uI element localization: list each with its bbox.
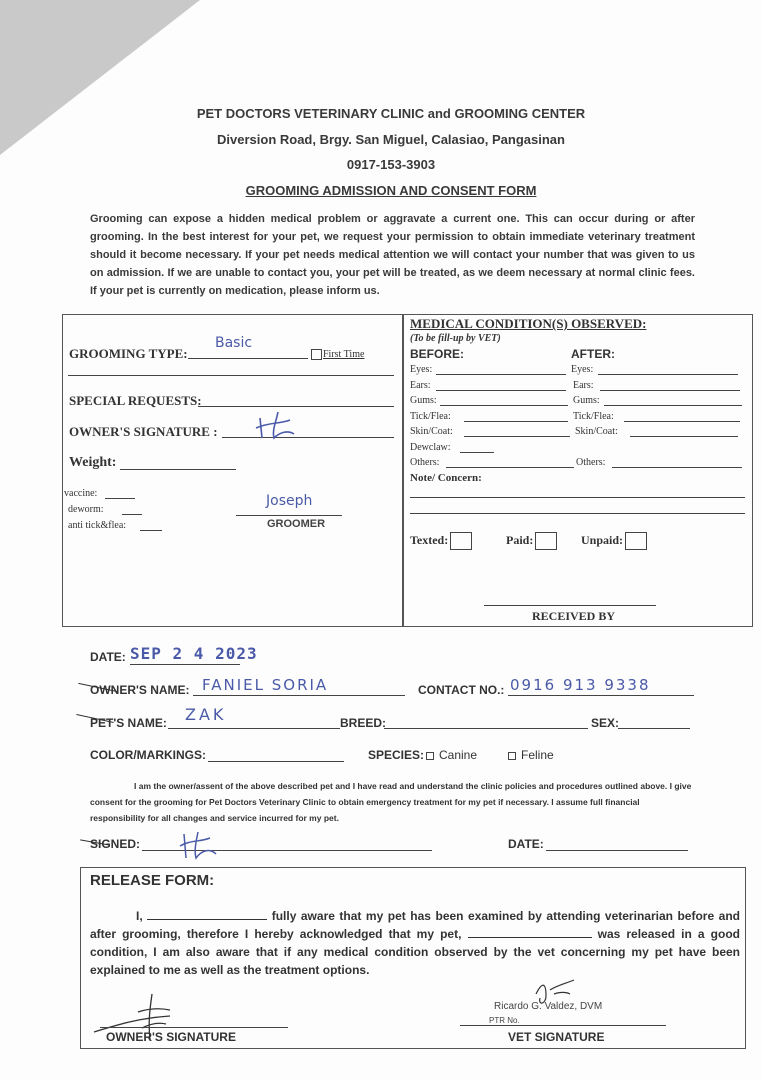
medical-title: MEDICAL CONDITION(S) OBSERVED: <box>410 316 647 331</box>
after-ears-line <box>600 390 740 391</box>
vet-stamp: Ricardo G. Valdez, DVM <box>494 1001 603 1012</box>
before-eyes-line <box>436 374 566 375</box>
grooming-type-value[interactable]: Basic <box>215 335 253 351</box>
signed-date-label: DATE: <box>508 837 544 851</box>
ptr-label: PTR No. <box>489 1016 520 1025</box>
groomer-label: GROOMER <box>267 518 326 530</box>
date-line <box>130 664 240 665</box>
first-time-checkbox[interactable] <box>311 349 364 360</box>
owner-signature-scribble <box>250 408 300 444</box>
before-tick: Tick/Flea: <box>410 411 451 422</box>
after-eyes: Eyes: <box>571 364 594 375</box>
antitick-label: anti tick&flea: <box>68 520 127 531</box>
owner-signature-label: OWNER'S SIGNATURE : <box>69 424 218 439</box>
release-owner-signature-label: OWNER'S SIGNATURE <box>106 1030 236 1044</box>
clinic-phone: 0917-153-3903 <box>346 157 436 172</box>
date-stamp-value[interactable]: SEP 2 4 2023 <box>130 644 258 663</box>
note-label: Note/ Concern: <box>410 472 482 484</box>
sex-line <box>618 728 690 729</box>
owner-name-label: OWNER'S NAME: <box>90 683 190 697</box>
feline-label: Feline <box>521 748 554 762</box>
before-skin-line <box>464 436 570 437</box>
before-label: BEFORE: <box>410 347 464 361</box>
vet-signature-scribble <box>530 978 578 1008</box>
first-time-label: First Time <box>323 349 365 360</box>
signed-scribble <box>176 828 220 862</box>
owner-signature-line <box>222 437 394 438</box>
species-feline-option[interactable] <box>508 748 554 762</box>
paid-label: Paid: <box>506 532 534 547</box>
clinic-name: PET DOCTORS VETERINARY CLINIC and GROOMING CENTER <box>196 106 586 121</box>
before-tick-line <box>464 421 568 422</box>
release-pet-name-blank[interactable] <box>468 925 592 938</box>
release-text-2: fully aware that my pet has been examined by attending veterinarian before and after grooming, therefore I hereby acknowledged that my pet, <box>90 909 740 941</box>
texted-checkbox[interactable] <box>450 532 472 550</box>
release-title: RELEASE FORM: <box>90 872 215 889</box>
breed-label: BREED: <box>340 716 387 730</box>
special-requests-line <box>198 406 394 407</box>
received-by-label: RECEIVED BY <box>532 609 616 623</box>
canine-label: Canine <box>439 748 478 762</box>
pet-name-line <box>168 728 340 729</box>
consent-paragraph: I am the owner/assent of the above described pet and I have read and understand the clinic policies and procedures outlined above. I give consent for the grooming for Pet Doctors Veterinary Clinic to obtain emergency treatment for my pet if necessary. I assume full financial responsibility for all changes and service incurred for my pet. <box>90 781 692 823</box>
contact-label: CONTACT NO.: <box>418 683 505 697</box>
before-dewclaw: Dewclaw: <box>410 442 451 453</box>
color-label: COLOR/MARKINGS: <box>90 748 206 762</box>
contact-line <box>508 695 694 696</box>
before-others-line <box>446 467 574 468</box>
pet-name-value[interactable]: ZAK <box>185 705 227 724</box>
deworm-line <box>122 514 142 515</box>
grooming-type-label: GROOMING TYPE: <box>69 346 188 361</box>
before-ears-line <box>436 390 566 391</box>
vaccine-line <box>105 498 135 499</box>
after-eyes-line <box>598 374 738 375</box>
signed-label: SIGNED: <box>90 837 141 851</box>
after-others: Others: <box>576 457 606 468</box>
special-requests-label: SPECIAL REQUESTS: <box>69 393 202 408</box>
sex-label: SEX: <box>591 716 620 730</box>
pet-name-label: PET'S NAME: <box>90 716 167 730</box>
groomer-name-value[interactable]: Joseph <box>266 493 313 509</box>
release-text-i: I, <box>136 909 143 923</box>
species-canine-option[interactable] <box>426 748 477 762</box>
color-line <box>208 761 344 762</box>
vet-signature-label: VET SIGNATURE <box>508 1030 605 1044</box>
paid-field[interactable] <box>506 532 557 550</box>
first-time-box[interactable] <box>311 349 322 360</box>
before-gums: Gums: <box>410 395 437 406</box>
after-ears: Ears: <box>573 380 594 391</box>
release-text-3: was released in a good condition, I am also aware that if any medical condition observed by the vet concerning my pet have been explained to me as well as the treatment options. <box>90 927 740 977</box>
unpaid-label: Unpaid: <box>581 532 624 547</box>
vet-signature-line <box>460 1025 666 1026</box>
unpaid-field[interactable] <box>581 532 647 550</box>
after-others-line <box>612 467 742 468</box>
vaccine-label: vaccine: <box>64 488 98 499</box>
deworm-label: deworm: <box>68 504 104 515</box>
breed-line <box>384 728 588 729</box>
after-gums-line <box>604 405 742 406</box>
medical-subtitle: (To be fill-up by VET) <box>410 333 501 344</box>
before-ears: Ears: <box>410 380 431 391</box>
received-by-line <box>484 605 656 606</box>
unpaid-checkbox[interactable] <box>625 532 647 550</box>
contact-value[interactable]: 0916 913 9338 <box>510 676 651 694</box>
release-owner-signature-line <box>100 1027 288 1028</box>
antitick-line <box>140 530 162 531</box>
after-tick-line <box>624 421 740 422</box>
note-line-2 <box>410 513 745 514</box>
before-skin: Skin/Coat: <box>410 426 453 437</box>
weight-label: Weight: <box>69 455 117 470</box>
after-skin-line <box>630 436 738 437</box>
groomer-line <box>236 515 342 516</box>
canine-checkbox[interactable] <box>426 752 434 760</box>
clinic-address: Diversion Road, Brgy. San Miguel, Calasiao, Pangasinan <box>217 132 565 147</box>
intro-paragraph: Grooming can expose a hidden medical problem or aggravate a current one. This can occur during or after grooming. In the best interest for your pet, we request your permission to obtain immediate veterinary treatment should it become necessary. If your pet needs medical attention we will contact your number that was given to us on admission. If we are unable to contact you, your pet will be treated, as we deem necessary at normal clinic fees. If your pet is currently on medication, please inform us. <box>90 213 695 297</box>
note-line-1 <box>410 497 745 498</box>
after-label: AFTER: <box>571 347 615 361</box>
owner-name-line <box>193 695 405 696</box>
paid-checkbox[interactable] <box>535 532 557 550</box>
feline-checkbox[interactable] <box>508 752 516 760</box>
before-gums-line <box>440 405 568 406</box>
signed-date-line <box>546 850 688 851</box>
texted-field[interactable] <box>410 532 472 550</box>
grooming-type-extra-line <box>68 375 394 376</box>
form-title: GROOMING ADMISSION AND CONSENT FORM <box>245 183 537 198</box>
before-others: Others: <box>410 457 440 468</box>
weight-line <box>120 469 236 470</box>
species-label: SPECIES: <box>368 748 425 762</box>
texted-label: Texted: <box>410 532 449 547</box>
before-eyes: Eyes: <box>410 364 433 375</box>
after-gums: Gums: <box>573 395 600 406</box>
grooming-type-line <box>188 358 308 359</box>
release-owner-name-blank[interactable] <box>147 907 267 920</box>
owner-name-value[interactable]: FANIEL SORIA <box>202 676 329 694</box>
date-label: DATE: <box>90 650 126 664</box>
release-paragraph <box>90 907 740 979</box>
after-tick: Tick/Flea: <box>573 411 614 422</box>
before-dewclaw-line <box>460 452 494 453</box>
after-skin: Skin/Coat: <box>575 426 618 437</box>
